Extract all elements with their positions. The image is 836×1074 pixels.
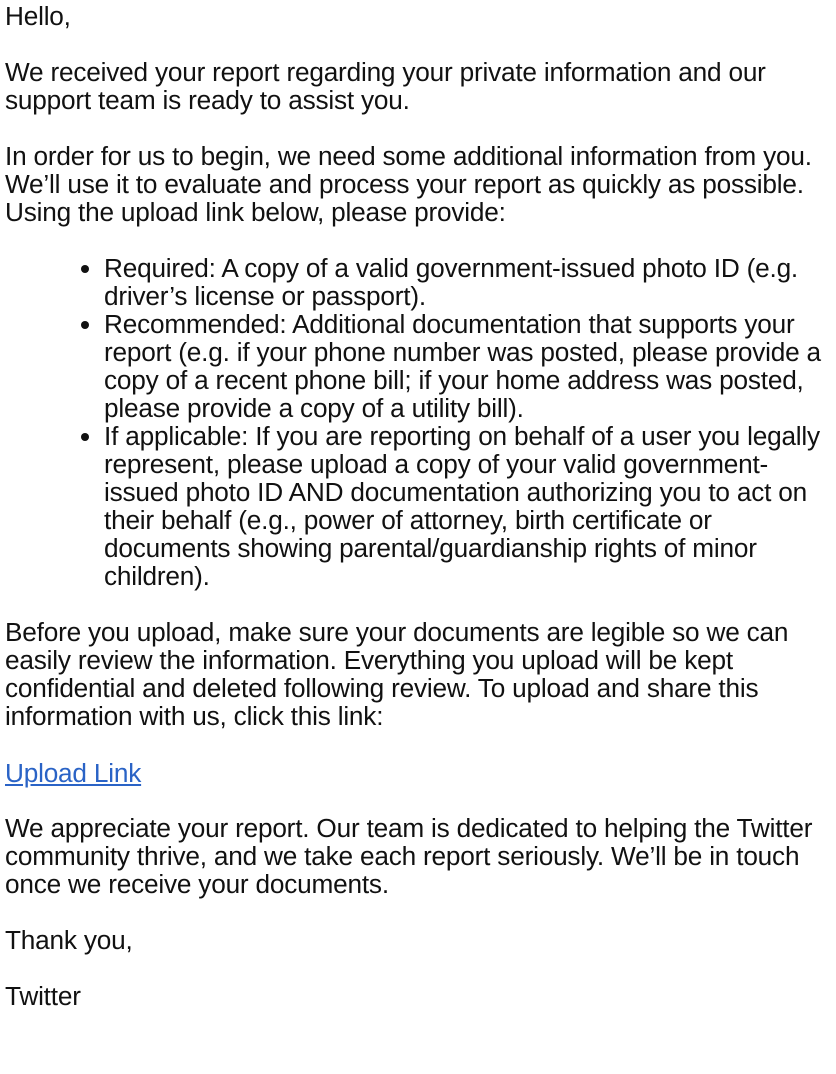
- upload-link-paragraph: [5, 758, 836, 788]
- requirements-list: [5, 254, 836, 590]
- requirement-required: • Required: A copy of a valid government-issued photo ID (e.g. driver’s license or passport).: [104, 254, 836, 310]
- intro-paragraph: We received your report regarding your private information and our support team is ready to assist you.: [5, 57, 766, 115]
- appreciation-paragraph: We appreciate your report. Our team is dedicated to helping the Twitter community thrive, and we take each report seriously. We’ll be in touch once we receive your documents.: [5, 813, 813, 899]
- requirement-recommended: • Recommended: Additional documentation that supports your report (e.g. if your phone number was posted, please provide a copy of a recent phone bill; if your home address was posted, please provide a copy of a utility bill).: [104, 310, 836, 422]
- upload-link[interactable]: Upload Link: [5, 758, 142, 788]
- signature: Twitter: [5, 981, 81, 1011]
- before-upload-paragraph: Before you upload, make sure your documents are legible so we can easily review the information. Everything you upload will be kept confidential and deleted following review. To upload and share this information with us, click this link:: [5, 617, 789, 731]
- signoff: Thank you,: [5, 925, 133, 955]
- greeting: Hello,: [5, 1, 71, 31]
- requirement-if-applicable: • If applicable: If you are reporting on behalf of a user you legally represent, please upload a copy of your valid government-issued photo ID AND documentation authorizing you to act on their behalf (e.g., power of attorney, birth certificate or documents showing parental/guardianship rights of minor children).: [104, 422, 836, 590]
- request-paragraph: In order for us to begin, we need some additional information from you. We’ll use it to evaluate and process your report as quickly as possible. Using the upload link below, please provide:: [5, 141, 812, 227]
